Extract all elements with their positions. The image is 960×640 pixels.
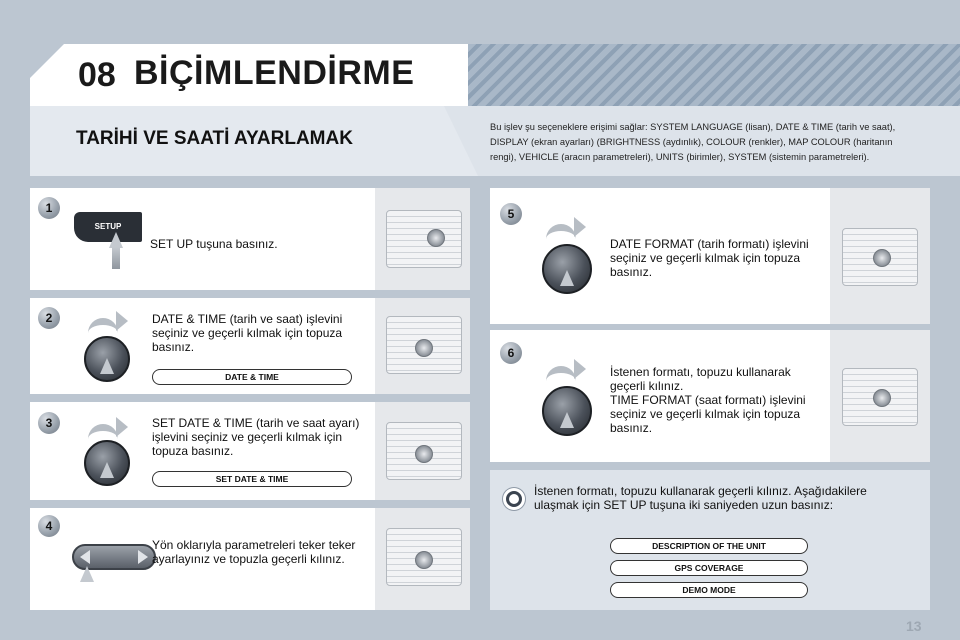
section-title: TARİHİ VE SAATİ AYARLAMAK	[76, 128, 353, 149]
radio-dial-icon	[873, 389, 891, 407]
rotary-knob-icon	[542, 244, 592, 294]
page-number: 13	[906, 618, 922, 634]
intro-text: Bu işlev şu seçeneklere erişimi sağlar: SYSTEM LANGUAGE (lisan), DATE & TIME (tarih ve saat), DISPLAY (ekran ayarları) (BRIGHTNESS (aydınlık), COLOUR (renkler), MAP COLOUR (haritanın rengi), VEHICLE (aracın parametreleri), UNITS (birimler), SYSTEM (sistemin parametreleri).	[490, 122, 896, 162]
gps-coverage-pill: GPS COVERAGE	[610, 560, 808, 576]
demo-mode-pill: DEMO MODE	[610, 582, 808, 598]
rotate-arrow-icon	[546, 224, 576, 246]
date-time-pill: DATE & TIME	[152, 369, 352, 385]
step-6-text	[610, 365, 825, 435]
chapter-number: 08	[78, 56, 116, 94]
arrow-left-icon	[80, 550, 90, 564]
press-arrow-icon	[560, 412, 574, 428]
step-6-badge: 6	[500, 342, 522, 364]
light-bulb-icon	[506, 491, 522, 507]
step-2-badge: 2	[38, 307, 60, 329]
header-notch	[30, 44, 64, 78]
press-arrow-icon	[560, 270, 574, 286]
radio-dial-icon	[415, 339, 433, 357]
radio-dial-icon	[415, 551, 433, 569]
set-date-time-pill: SET DATE & TIME	[152, 471, 352, 487]
press-arrow-icon	[100, 358, 114, 374]
press-arrow-icon	[100, 462, 114, 478]
chapter-title: BİÇİMLENDİRME	[134, 54, 415, 92]
radio-unit-6-icon	[842, 368, 918, 426]
step-6-text-line1: İstenen formatı, topuzu kullanarak geçerli kılınız.	[610, 365, 791, 393]
press-arrow-stem	[112, 247, 120, 269]
radio-unit-4-icon	[386, 528, 462, 586]
step-2-text: DATE & TIME (tarih ve saat) işlevini seçiniz ve geçerli kılmak için topuza basınız.	[152, 312, 343, 354]
rotate-arrow-icon	[546, 366, 576, 388]
radio-unit-5-icon	[842, 228, 918, 286]
press-arrow-icon	[109, 232, 123, 248]
radio-unit-2-icon	[386, 316, 462, 374]
subheader-notch	[444, 106, 478, 176]
step-3-badge: 3	[38, 412, 60, 434]
radio-dial-icon	[415, 445, 433, 463]
arrow-right-icon	[138, 550, 148, 564]
step-5-text: DATE FORMAT (tarih formatı) işlevini seçiniz ve geçerli kılmak için topuza basınız.	[610, 237, 809, 279]
step-5-badge: 5	[500, 203, 522, 225]
radio-dial-icon	[873, 249, 891, 267]
rotary-knob-icon	[542, 386, 592, 436]
radio-dial-icon	[427, 229, 445, 247]
step-1-badge: 1	[38, 197, 60, 219]
step-6-text-line2: TIME FORMAT (saat formatı) işlevini seçiniz ve geçerli kılmak için topuza basınız.	[610, 393, 806, 435]
header-stripes	[468, 44, 960, 106]
press-arrow-icon	[80, 566, 94, 582]
step-3-text: SET DATE & TIME (tarih ve saat ayarı) işlevini seçiniz ve geçerli kılmak için topuza basınız.	[152, 416, 360, 458]
radio-unit-1-icon	[386, 210, 462, 268]
description-of-the-unit-pill: DESCRIPTION OF THE UNIT	[610, 538, 808, 554]
step-4-badge: 4	[38, 515, 60, 537]
tip-text: İstenen formatı, topuzu kullanarak geçerli kılınız. Aşağıdakilere ulaşmak için SET UP tuşuna iki saniyeden uzun basınız:	[534, 484, 867, 512]
step-4-text: Yön oklarıyla parametreleri teker teker ayarlayınız ve topuzla geçerli kılınız.	[152, 538, 356, 566]
radio-unit-3-icon	[386, 422, 462, 480]
step-1-text: SET UP tuşuna basınız.	[150, 237, 278, 251]
setup-button-icon: SETUP	[74, 212, 142, 242]
